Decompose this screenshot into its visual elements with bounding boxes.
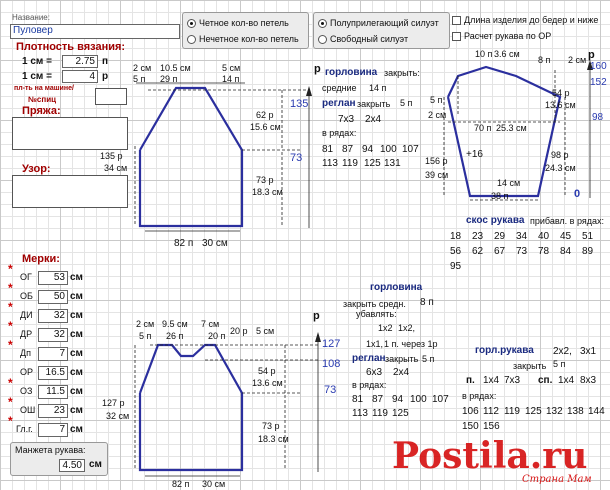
measure-label-dr: ДР [20, 329, 33, 339]
required-star-icon: * [8, 395, 13, 409]
back-neck-close: закрыть: [384, 68, 420, 78]
front-rows-1-2: 94 [392, 394, 404, 405]
front-d4: 1 п. через 1р [384, 339, 438, 349]
sleeve-b-14cm: 14 см [497, 178, 521, 188]
measure-label-or: ОР [20, 367, 34, 377]
back-raglan-r2: 2х4 [365, 114, 382, 125]
front-t-2cm: 2 см [136, 319, 155, 329]
back-r-183cm: 18.3 см [252, 187, 283, 197]
front-t-7cm: 7 см [201, 319, 220, 329]
sleeve-neck-row-val: 132 [546, 406, 563, 417]
back-outline [140, 88, 242, 226]
front-decrease: убавлять: [356, 309, 397, 319]
front-b-82p: 82 п [172, 479, 190, 489]
machine-label: пл-ть на машине/ [14, 85, 74, 92]
sleeve-p-label: р [588, 49, 595, 61]
sleeve-v152: 152 [590, 77, 607, 88]
measure-input-og[interactable]: 53 [38, 271, 68, 285]
sleeve-l-156p: 156 р [425, 156, 448, 166]
back-rows-label: в рядах: [322, 128, 357, 138]
measure-label-ob: ОБ [20, 291, 33, 301]
watermark-sub: Страна Мам [522, 474, 592, 485]
front-r-183cm: 18.3 см [258, 434, 289, 444]
measure-unit-dr: см [70, 329, 83, 340]
back-t-29p: 29 п [160, 74, 178, 84]
radio-free-label: Свободный силуэт [330, 34, 409, 44]
sleeve-neck-close-val: 5 п [553, 359, 566, 369]
cuff-label: Манжета рукава: [15, 445, 86, 455]
bevel-val: 51 [582, 231, 594, 242]
density-row2-unit: р [102, 71, 109, 82]
measure-input-glg[interactable]: 7 [38, 423, 68, 437]
front-t-5p: 5 п [139, 331, 152, 341]
bevel-val: 78 [538, 246, 550, 257]
front-raglan-title: реглан [352, 353, 386, 364]
back-neck-title: горловина [325, 67, 378, 78]
front-rows-1-3: 100 [410, 394, 427, 405]
front-raglan-r1: 6х3 [366, 367, 383, 378]
bevel-val: 40 [538, 231, 550, 242]
measure-label-oz: ОЗ [20, 386, 33, 396]
density-row1-label: 1 см = [22, 56, 52, 67]
sleeve-l-39cm: 39 см [425, 170, 449, 180]
bevel-val: 84 [560, 246, 572, 257]
back-p-label: р [314, 63, 321, 75]
measure-unit-dp: см [70, 348, 83, 359]
bevel-row-1 [450, 246, 604, 257]
density-title: Плотность вязания: [16, 41, 126, 53]
sleeve-m-253: 25.3 см [496, 123, 527, 133]
sleeve-bevel-add: прибавл. в рядах: [530, 216, 605, 226]
required-star-icon: * [8, 414, 13, 428]
measure-label-osh: ОШ [20, 405, 36, 415]
yarn-title: Пряжа: [22, 105, 61, 117]
measure-input-ob[interactable]: 50 [38, 290, 68, 304]
measure-unit-glg: см [70, 424, 83, 435]
density-row2-label: 1 см = [22, 71, 52, 82]
cuff-input[interactable]: 4.50 [59, 459, 85, 472]
front-rows-1-4: 107 [432, 394, 449, 405]
radio-odd-label: Нечетное кол-во петель [199, 34, 299, 44]
sleeve-v98: 98 [592, 112, 604, 123]
back-raglan-r1: 7х3 [338, 114, 355, 125]
back-rows-2-0: 113 [322, 158, 338, 169]
bevel-val: 73 [516, 246, 528, 257]
measure-input-di[interactable]: 32 [38, 309, 68, 323]
back-raglan-value: 5 п [400, 98, 413, 108]
sleeve-neck-close: закрыть [513, 361, 547, 371]
sleeve-neck-title: горл.рукава [475, 345, 534, 356]
back-middle-value: 14 п [369, 83, 387, 93]
back-b-30cm: 30 см [202, 238, 228, 249]
bevel-val: 34 [516, 231, 528, 242]
sleeve-b-38p: 38 п [491, 191, 509, 201]
sleeve-neck-row-val: 119 [504, 406, 520, 417]
sleeve-neck-a: 2х2, [553, 346, 572, 357]
bevel-val: 67 [494, 246, 506, 257]
back-rows-1-2: 94 [362, 144, 374, 155]
name-input[interactable]: Пуловер [10, 24, 180, 39]
front-v73: 73 [324, 384, 337, 396]
measure-unit-or: см [70, 367, 83, 378]
pattern-title: Узор: [22, 163, 51, 175]
back-rows-2-2: 125 [364, 158, 381, 169]
front-raglan-r2: 2х4 [393, 367, 410, 378]
back-rows-1-3: 100 [380, 144, 397, 155]
checkbox-length-label: Длина изделия до бедер и ниже [464, 15, 599, 25]
front-b-30cm: 30 см [202, 479, 226, 489]
measure-input-osh[interactable]: 23 [38, 404, 68, 418]
sleeve-neck-row-val: 144 [588, 406, 605, 417]
name-label: Название: [12, 13, 50, 22]
front-raglan-value: 5 п [422, 354, 435, 364]
back-raglan-title: реглан [322, 98, 356, 109]
measure-label-glg: Гл.г. [16, 424, 33, 434]
sleeve-neck-lp: п. [466, 375, 475, 386]
sleeve-neck-rows-label: в рядах: [462, 391, 497, 401]
front-close-mid: закрыть средн. [343, 299, 406, 309]
measure-label-dp: Дп [20, 348, 31, 358]
sleeve-neck-ls2: 8х3 [580, 375, 597, 386]
front-v108: 108 [322, 358, 341, 370]
bevel-val: 95 [450, 261, 462, 272]
front-l-127p: 127 р [102, 398, 125, 408]
density-rows-input[interactable]: 4 [62, 70, 98, 83]
back-t-5cm: 5 см [222, 63, 241, 73]
front-t-95cm: 9.5 см [162, 319, 188, 329]
sleeve-neck-ls: сп. [538, 375, 553, 386]
density-row1-unit: п [102, 56, 109, 67]
sleeve-neck-row-val: 125 [525, 406, 542, 417]
sleeve-r-243cm: 24.3 см [545, 163, 576, 173]
back-r-62p: 62 р [256, 110, 274, 120]
sleeve-t-2cm: 2 см [568, 55, 587, 65]
bevel-val: 18 [450, 231, 462, 242]
sleeve-m-70p: 70 п [474, 123, 492, 133]
sleeve-l-5p: 5 п [430, 95, 443, 105]
sleeve-t-8p: 8 п [538, 55, 551, 65]
front-l-32cm: 32 см [106, 411, 130, 421]
bevel-val: 89 [582, 246, 594, 257]
front-close-mid-val: 8 п [420, 297, 434, 308]
back-b-82p: 82 п [174, 238, 194, 249]
front-rows-1-1: 87 [372, 394, 384, 405]
back-rows-2-3: 131 [384, 158, 401, 169]
sleeve-t-10: 10 п [475, 49, 493, 59]
bevel-val: 23 [472, 231, 484, 242]
sleeve-neck-b: 3х1 [580, 346, 597, 357]
bevel-val: 62 [472, 246, 484, 257]
bevel-val: 56 [450, 246, 462, 257]
sleeve-l-2cm: 2 см [428, 110, 447, 120]
bevel-val: 29 [494, 231, 506, 242]
back-l-135p: 135 р [100, 151, 123, 161]
sleeve-r-54p: 54 р [552, 88, 570, 98]
measure-label-og: ОГ [20, 272, 32, 282]
back-t-105cm: 10.5 см [160, 63, 191, 73]
radio-semi-label: Полуприлегающий силуэт [330, 18, 439, 28]
sleeve-bevel-title: скос рукава [466, 215, 525, 226]
back-rows-2-1: 119 [342, 158, 358, 169]
front-d2: 1х2, [398, 323, 416, 333]
front-t-5cm: 5 см [256, 326, 275, 336]
front-rows-2-1: 119 [372, 408, 388, 419]
required-star-icon: * [8, 319, 13, 333]
required-star-icon: * [8, 281, 13, 295]
back-rows-1-4: 107 [402, 144, 419, 155]
sleeve-neck-row-val: 156 [483, 421, 500, 432]
bevel-row-2 [450, 261, 461, 272]
back-r-73: 73 [290, 152, 303, 164]
sleeve-neck-ls1: 1х4 [558, 375, 575, 386]
required-star-icon: * [8, 300, 13, 314]
sleeve-plus16: +16 [466, 149, 483, 160]
measure-input-dp[interactable]: 7 [38, 347, 68, 361]
back-t-2cm: 2 см [133, 63, 152, 73]
sleeve-r-98p: 98 р [551, 150, 569, 160]
back-r-135: 135 [290, 98, 309, 110]
sleeve-neck-rows1 [462, 406, 609, 417]
front-outline [140, 345, 242, 470]
measure-input-dr[interactable]: 32 [38, 328, 68, 342]
measure-unit-di: см [70, 310, 83, 321]
front-t-20p-r: 20 р [230, 326, 248, 336]
cuff-unit: см [89, 459, 102, 470]
cuff-panel [10, 442, 108, 476]
front-rows-2-2: 125 [392, 408, 409, 419]
back-rows-1-1: 87 [342, 144, 354, 155]
sleeve-v0: 0 [574, 188, 581, 200]
measure-label-di: ДИ [20, 310, 33, 320]
measure-unit-osh: см [70, 405, 83, 416]
sleeve-r-136cm: 13.6 см [545, 100, 576, 110]
required-star-icon: * [8, 262, 13, 276]
front-t-20p: 20 п [208, 331, 226, 341]
front-rows-2-0: 113 [352, 408, 368, 419]
front-r-136cm: 13.6 см [252, 378, 283, 388]
front-v127: 127 [322, 338, 341, 350]
required-star-icon: * [8, 338, 13, 352]
back-middle-label: средние [322, 83, 357, 93]
back-rows-1-0: 81 [322, 144, 334, 155]
front-t-26p: 26 п [166, 331, 184, 341]
back-t-14p: 14 п [222, 74, 240, 84]
sleeve-neck-lp2: 7х3 [504, 375, 521, 386]
sleeve-v160: 160 [590, 61, 607, 72]
front-p-label: р [313, 310, 320, 322]
front-rows-label: в рядах: [352, 380, 387, 390]
sleeve-neck-row-val: 106 [462, 406, 479, 417]
measure-input-oz[interactable]: 11.5 [38, 385, 68, 399]
measure-input-or[interactable]: 16.5 [38, 366, 68, 380]
sleeve-neck-lp1: 1х4 [483, 375, 500, 386]
required-star-icon: * [8, 376, 13, 390]
front-r-54p: 54 р [258, 366, 276, 376]
measures-title: Мерки: [22, 253, 60, 265]
back-r-73p: 73 р [256, 175, 274, 185]
front-d3: 1х1, [366, 339, 384, 349]
sleeve-t-36: 3.6 см [494, 49, 520, 59]
watermark-logo: Postila.ru [392, 435, 588, 477]
front-rows-1-0: 81 [352, 394, 364, 405]
radio-even-label: Четное кол-во петель [199, 18, 289, 28]
measure-unit-ob: см [70, 291, 83, 302]
front-r-73p: 73 р [262, 421, 280, 431]
needle-label: №спиц [28, 95, 57, 104]
bevel-row-0 [450, 231, 604, 242]
sleeve-neck-rows2 [462, 421, 504, 432]
sleeve-neck-row-val: 112 [483, 406, 499, 417]
back-t-5p: 5 п [133, 74, 146, 84]
sleeve-neck-row-val: 138 [567, 406, 584, 417]
front-raglan-close: закрыть [385, 354, 419, 364]
back-l-34cm: 34 см [104, 163, 128, 173]
checkbox-calc-label: Расчет рукава по ОР [464, 31, 552, 41]
sleeve-neck-row-val: 150 [462, 421, 479, 432]
measure-unit-oz: см [70, 386, 83, 397]
back-raglan-close: закрыть [357, 99, 391, 109]
measure-unit-og: см [70, 272, 83, 283]
bevel-val: 45 [560, 231, 572, 242]
front-neck-title: горловина [370, 282, 423, 293]
density-stitches-input[interactable]: 2.75 [62, 55, 98, 68]
back-r-156cm: 15.6 см [250, 122, 281, 132]
front-d1: 1х2 [378, 323, 393, 333]
